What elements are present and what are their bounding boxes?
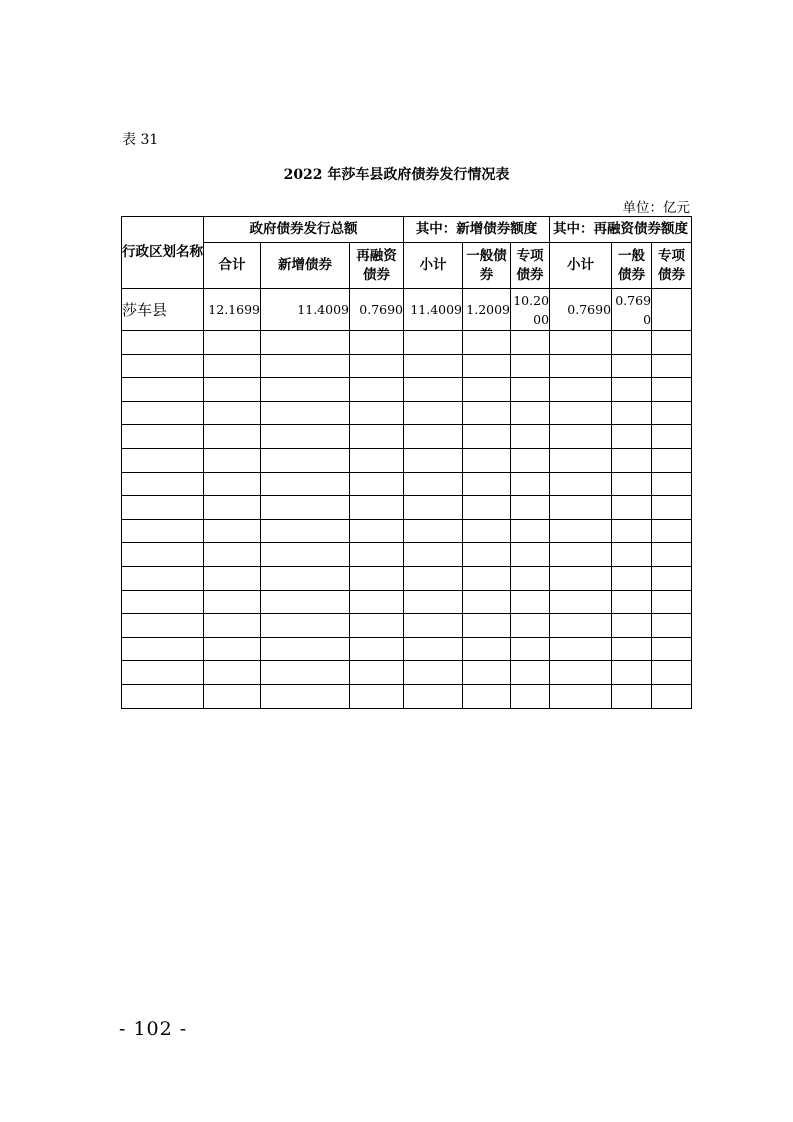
cell-new-bonds: 11.4009 <box>261 289 350 331</box>
empty-cell <box>612 566 652 590</box>
empty-cell <box>652 425 692 449</box>
empty-row <box>122 637 692 661</box>
empty-cell <box>550 590 612 614</box>
empty-cell <box>612 378 652 402</box>
empty-cell <box>511 448 550 472</box>
empty-cell <box>612 448 652 472</box>
empty-cell <box>652 448 692 472</box>
empty-cell <box>204 448 261 472</box>
empty-cell <box>204 331 261 355</box>
empty-cell <box>350 472 404 496</box>
empty-cell <box>404 614 463 638</box>
empty-cell <box>463 543 511 567</box>
empty-cell <box>204 519 261 543</box>
empty-cell <box>350 566 404 590</box>
empty-cell <box>350 425 404 449</box>
empty-row <box>122 425 692 449</box>
empty-cell <box>204 614 261 638</box>
table-title: 2022 年莎车县政府债券发行情况表 <box>283 167 510 183</box>
empty-cell <box>204 637 261 661</box>
empty-cell <box>404 401 463 425</box>
empty-cell <box>652 661 692 685</box>
empty-cell <box>511 519 550 543</box>
empty-row <box>122 543 692 567</box>
empty-row <box>122 566 692 590</box>
header-new-special: 专项债券 <box>511 243 550 289</box>
empty-cell <box>463 378 511 402</box>
empty-row <box>122 472 692 496</box>
empty-cell <box>350 448 404 472</box>
empty-cell <box>122 566 204 590</box>
empty-cell <box>463 614 511 638</box>
empty-cell <box>404 472 463 496</box>
page-number: - 102 - <box>119 1018 188 1040</box>
empty-cell <box>550 684 612 708</box>
empty-cell <box>350 543 404 567</box>
empty-cell <box>204 472 261 496</box>
empty-cell <box>550 637 612 661</box>
empty-cell <box>261 472 350 496</box>
empty-cell <box>350 684 404 708</box>
empty-cell <box>350 378 404 402</box>
empty-cell <box>612 425 652 449</box>
empty-cell <box>612 590 652 614</box>
unit-label: 单位：亿元 <box>622 200 690 216</box>
empty-cell <box>261 566 350 590</box>
empty-cell <box>511 637 550 661</box>
empty-cell <box>652 331 692 355</box>
empty-cell <box>350 519 404 543</box>
empty-rows <box>122 331 692 709</box>
empty-cell <box>463 331 511 355</box>
empty-cell <box>261 448 350 472</box>
empty-cell <box>404 566 463 590</box>
empty-cell <box>511 590 550 614</box>
header-new-general: 一般债券 <box>463 243 511 289</box>
empty-cell <box>261 684 350 708</box>
header-refi-general: 一般债券 <box>612 243 652 289</box>
empty-cell <box>404 590 463 614</box>
cell-refi-special <box>652 289 692 331</box>
empty-cell <box>204 378 261 402</box>
empty-row <box>122 401 692 425</box>
empty-cell <box>122 543 204 567</box>
empty-cell <box>511 614 550 638</box>
empty-cell <box>463 496 511 520</box>
empty-cell <box>404 519 463 543</box>
cell-new-special: 10.2000 <box>511 289 550 331</box>
cell-refi-bonds: 0.7690 <box>350 289 404 331</box>
empty-row <box>122 378 692 402</box>
empty-cell <box>404 331 463 355</box>
empty-cell <box>511 496 550 520</box>
empty-cell <box>122 519 204 543</box>
empty-cell <box>652 684 692 708</box>
empty-cell <box>511 378 550 402</box>
empty-cell <box>463 448 511 472</box>
empty-row <box>122 614 692 638</box>
empty-cell <box>652 519 692 543</box>
empty-cell <box>612 496 652 520</box>
empty-cell <box>511 331 550 355</box>
empty-cell <box>652 543 692 567</box>
empty-cell <box>404 637 463 661</box>
empty-cell <box>350 590 404 614</box>
empty-cell <box>204 566 261 590</box>
empty-cell <box>612 684 652 708</box>
empty-cell <box>404 543 463 567</box>
empty-cell <box>652 472 692 496</box>
empty-cell <box>350 331 404 355</box>
empty-row <box>122 354 692 378</box>
empty-cell <box>612 331 652 355</box>
empty-cell <box>404 661 463 685</box>
empty-cell <box>511 472 550 496</box>
empty-cell <box>550 496 612 520</box>
empty-cell <box>122 401 204 425</box>
empty-cell <box>404 425 463 449</box>
empty-row <box>122 661 692 685</box>
empty-cell <box>122 448 204 472</box>
empty-cell <box>612 661 652 685</box>
empty-cell <box>350 401 404 425</box>
empty-cell <box>550 448 612 472</box>
empty-cell <box>550 425 612 449</box>
empty-cell <box>652 354 692 378</box>
header-refi-bonds: 再融资债券 <box>350 243 404 289</box>
empty-cell <box>350 354 404 378</box>
header-new-subtotal: 小计 <box>404 243 463 289</box>
empty-cell <box>122 378 204 402</box>
empty-cell <box>550 331 612 355</box>
empty-cell <box>463 519 511 543</box>
empty-cell <box>511 566 550 590</box>
header-total-group: 政府债券发行总额 <box>204 217 404 243</box>
empty-cell <box>511 543 550 567</box>
cell-refi-subtotal: 0.7690 <box>550 289 612 331</box>
empty-cell <box>261 543 350 567</box>
header-refi-special: 专项债券 <box>652 243 692 289</box>
empty-cell <box>550 354 612 378</box>
empty-cell <box>652 637 692 661</box>
empty-cell <box>261 637 350 661</box>
empty-cell <box>652 566 692 590</box>
empty-cell <box>261 614 350 638</box>
empty-cell <box>261 519 350 543</box>
table-row <box>122 289 692 331</box>
empty-cell <box>550 519 612 543</box>
empty-cell <box>122 637 204 661</box>
empty-cell <box>550 614 612 638</box>
empty-cell <box>511 425 550 449</box>
header-row-sub <box>122 243 692 289</box>
empty-cell <box>511 354 550 378</box>
empty-cell <box>404 448 463 472</box>
empty-cell <box>463 566 511 590</box>
empty-cell <box>612 614 652 638</box>
empty-cell <box>612 637 652 661</box>
empty-row <box>122 684 692 708</box>
empty-cell <box>404 496 463 520</box>
empty-cell <box>261 425 350 449</box>
cell-refi-general: 0.7690 <box>612 289 652 331</box>
empty-cell <box>204 425 261 449</box>
empty-cell <box>463 354 511 378</box>
empty-cell <box>550 661 612 685</box>
empty-cell <box>204 661 261 685</box>
empty-cell <box>463 590 511 614</box>
header-total: 合计 <box>204 243 261 289</box>
empty-row <box>122 448 692 472</box>
empty-cell <box>261 496 350 520</box>
empty-cell <box>550 543 612 567</box>
empty-cell <box>122 614 204 638</box>
header-new-group: 其中：新增债券额度 <box>404 217 550 243</box>
header-refi-group: 其中：再融资债券额度 <box>550 217 692 243</box>
empty-cell <box>612 401 652 425</box>
empty-cell <box>261 401 350 425</box>
empty-cell <box>652 614 692 638</box>
empty-cell <box>550 378 612 402</box>
empty-cell <box>652 401 692 425</box>
empty-cell <box>350 661 404 685</box>
empty-cell <box>122 496 204 520</box>
empty-cell <box>550 401 612 425</box>
header-refi-subtotal: 小计 <box>550 243 612 289</box>
empty-cell <box>204 543 261 567</box>
empty-cell <box>404 378 463 402</box>
header-row-group <box>122 217 692 243</box>
empty-cell <box>612 472 652 496</box>
empty-cell <box>122 590 204 614</box>
cell-new-subtotal: 11.4009 <box>404 289 463 331</box>
empty-cell <box>122 472 204 496</box>
empty-cell <box>204 496 261 520</box>
empty-cell <box>261 331 350 355</box>
empty-cell <box>122 331 204 355</box>
empty-cell <box>652 590 692 614</box>
empty-cell <box>261 354 350 378</box>
empty-cell <box>652 496 692 520</box>
empty-row <box>122 496 692 520</box>
header-new-bonds: 新增债券 <box>261 243 350 289</box>
empty-cell <box>652 378 692 402</box>
empty-cell <box>550 566 612 590</box>
cell-new-general: 1.2009 <box>463 289 511 331</box>
empty-cell <box>204 590 261 614</box>
empty-cell <box>463 425 511 449</box>
empty-cell <box>204 354 261 378</box>
empty-cell <box>404 354 463 378</box>
empty-cell <box>122 354 204 378</box>
empty-cell <box>122 684 204 708</box>
empty-cell <box>463 472 511 496</box>
empty-row <box>122 590 692 614</box>
empty-cell <box>463 401 511 425</box>
empty-cell <box>350 496 404 520</box>
empty-cell <box>261 378 350 402</box>
empty-cell <box>612 354 652 378</box>
empty-cell <box>204 684 261 708</box>
empty-cell <box>463 661 511 685</box>
empty-cell <box>550 472 612 496</box>
empty-cell <box>612 543 652 567</box>
empty-row <box>122 331 692 355</box>
empty-row <box>122 519 692 543</box>
empty-cell <box>204 401 261 425</box>
empty-cell <box>261 661 350 685</box>
table-number: 表 31 <box>122 132 159 148</box>
empty-cell <box>463 684 511 708</box>
empty-cell <box>511 684 550 708</box>
cell-region: 莎车县 <box>122 289 204 331</box>
empty-cell <box>511 661 550 685</box>
empty-cell <box>463 637 511 661</box>
bond-issuance-table <box>121 216 692 709</box>
empty-cell <box>350 637 404 661</box>
cell-total: 12.1699 <box>204 289 261 331</box>
empty-cell <box>511 401 550 425</box>
empty-cell <box>350 614 404 638</box>
empty-cell <box>122 661 204 685</box>
empty-cell <box>612 519 652 543</box>
header-region: 行政区划名称 <box>122 217 204 289</box>
empty-cell <box>122 425 204 449</box>
empty-cell <box>404 684 463 708</box>
empty-cell <box>261 590 350 614</box>
